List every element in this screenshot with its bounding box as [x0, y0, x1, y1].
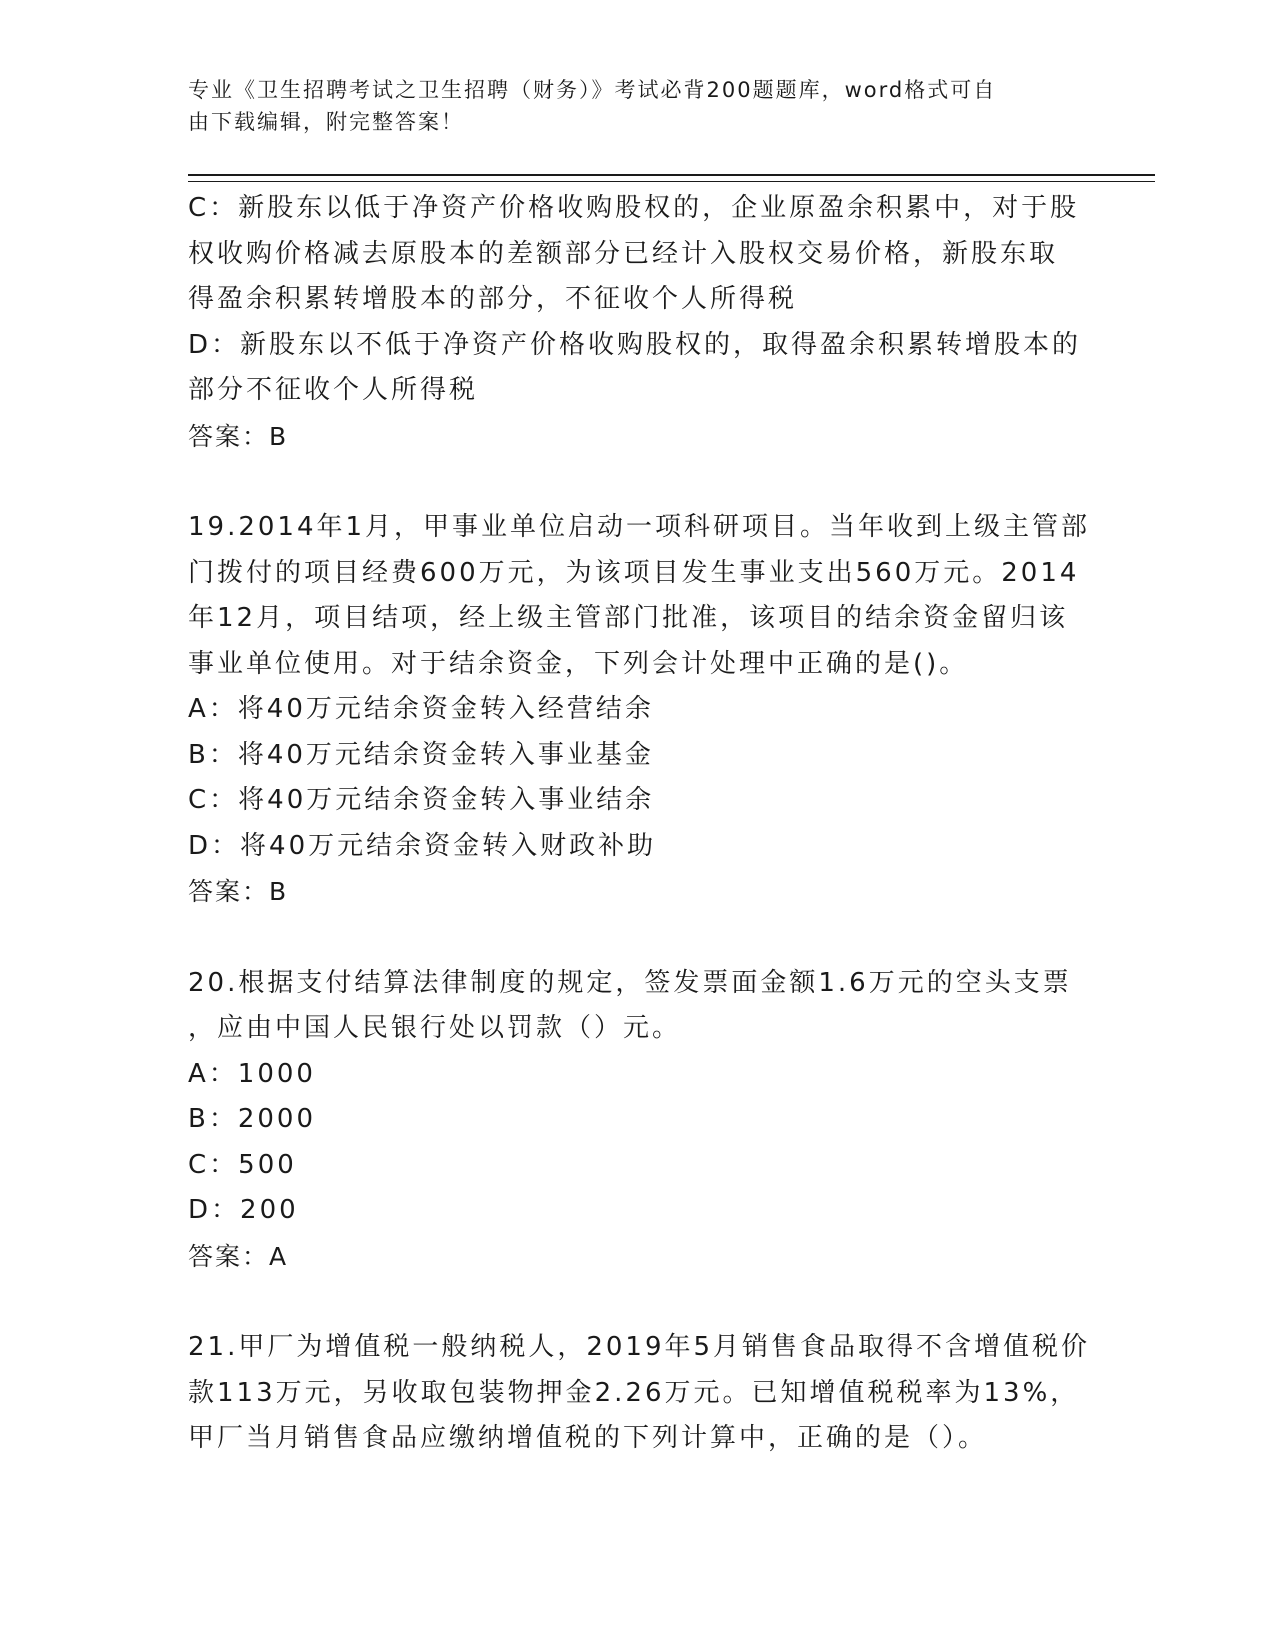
question-21-stem-line-3: 甲厂当月销售食品应缴纳增值税的下列计算中，正确的是（）。	[188, 1423, 988, 1453]
question-20-stem-line-1: 20.根据支付结算法律制度的规定，签发票面金额1.6万元的空头支票	[188, 967, 1072, 998]
question-20-option-b: B：2000	[188, 1104, 317, 1134]
option-c-line-3: 得盈余积累转增股本的部分，不征收个人所得税	[188, 284, 798, 314]
option-d-line-2: 部分不征收个人所得税	[188, 375, 479, 405]
header-rule-thin	[188, 181, 1155, 182]
option-d-line-1: D：新股东以不低于净资产价格收购股权的，取得盈余积累转增股本的	[188, 329, 1082, 360]
question-20-option-c: C：500	[188, 1149, 297, 1180]
question-19-stem-line-2: 门拨付的项目经费600万元，为该项目发生事业支出560万元。2014	[188, 557, 1080, 588]
question-20-stem-line-2: ，应由中国人民银行处以罚款（）元。	[188, 1013, 682, 1043]
question-19-option-b: B：将40万元结余资金转入事业基金	[188, 739, 654, 770]
spacer	[188, 915, 1088, 961]
answer-19: 答案：B	[188, 877, 289, 906]
document-header	[188, 74, 1068, 138]
question-21-stem-line-1: 21.甲厂为增值税一般纳税人，2019年5月销售食品取得不含增值税价	[188, 1332, 1091, 1362]
question-20	[188, 961, 1088, 1280]
question-19-option-a: A：将40万元结余资金转入经营结余	[188, 694, 654, 724]
answer-18: 答案：B	[188, 421, 289, 451]
question-21	[188, 1325, 1091, 1462]
option-c-line-2: 权收购价格减去原股本的差额部分已经计入股权交易价格，新股东取	[188, 238, 1059, 269]
option-c-line-1: C：新股东以低于净资产价格收购股权的，企业原盈余积累中，对于股	[188, 193, 1080, 223]
header-line-2: 由下载编辑，附完整答案！	[188, 110, 464, 134]
question-19-option-c: C：将40万元结余资金转入事业结余	[188, 785, 655, 815]
question-21-stem-line-2: 款113万元，另收取包装物押金2.26万元。已知增值税税率为13%，	[188, 1377, 1080, 1408]
document-body	[188, 186, 1091, 1462]
spacer	[188, 459, 1088, 505]
question-19	[188, 505, 1091, 915]
header-line-1: 专业《卫生招聘考试之卫生招聘（财务）》考试必背200题题库，word格式可自	[188, 78, 997, 102]
answer-20: 答案：A	[188, 1241, 289, 1271]
spacer	[188, 1279, 1088, 1325]
question-20-option-a: A：1000	[188, 1058, 316, 1089]
question-19-stem-line-1: 19.2014年1月，甲事业单位启动一项科研项目。当年收到上级主管部	[188, 512, 1091, 542]
question-19-option-d: D：将40万元结余资金转入财政补助	[188, 830, 657, 861]
question-18-tail	[188, 186, 1088, 459]
question-19-stem-line-3: 年12月，项目结项，经上级主管部门批准，该项目的结余资金留归该	[188, 603, 1069, 633]
question-20-option-d: D：200	[188, 1195, 299, 1225]
question-19-stem-line-4: 事业单位使用。对于结余资金，下列会计处理中正确的是()。	[188, 648, 969, 679]
header-rule-thick	[188, 174, 1155, 176]
